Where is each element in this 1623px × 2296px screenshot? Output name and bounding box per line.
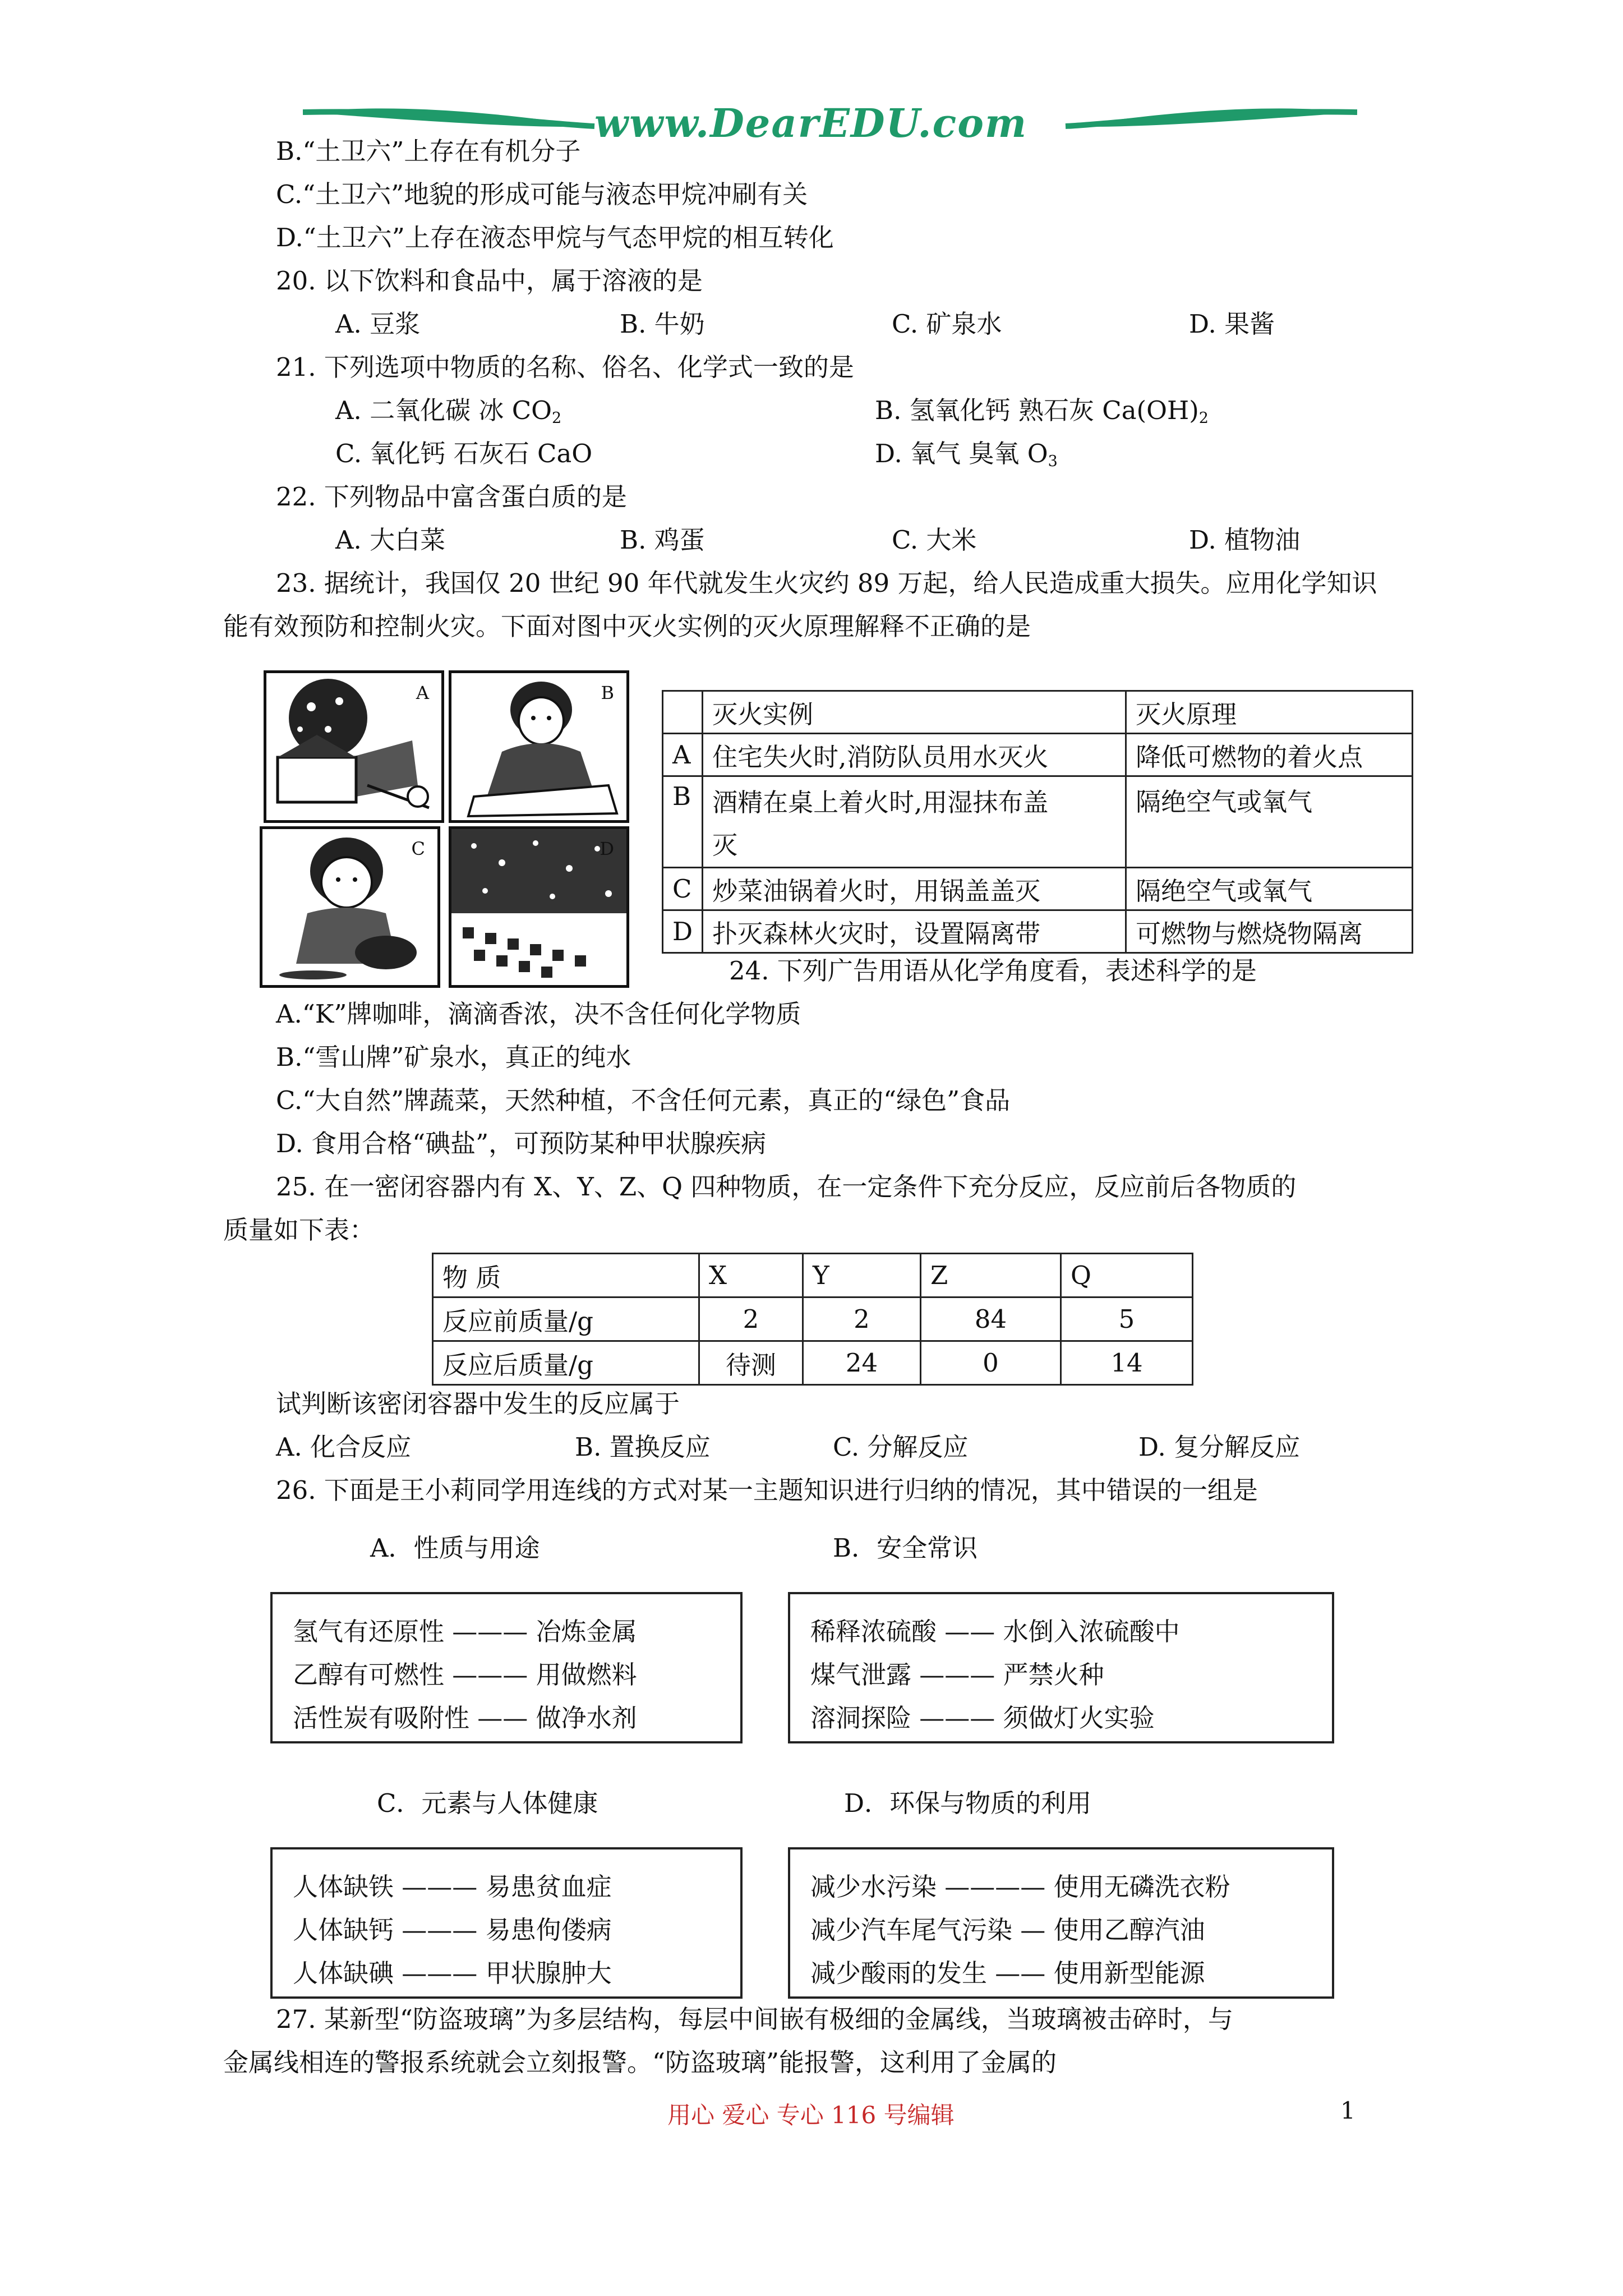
fire-picture-c	[260, 826, 440, 988]
q23-stem-line1: 23. 据统计，我国仅 20 世纪 90 年代就发生火灾约 89 万起，给人民造成重大损失。应用化学知识	[276, 568, 1377, 598]
row-example: 住宅失火时,消防队员用水灭火	[703, 734, 1126, 776]
group-c-line: 人体缺碘 ——— 甲状腺肿大	[293, 1958, 612, 1988]
q24-option-d: D. 食用合格“碘盐”，可预防某种甲状腺疾病	[276, 1129, 767, 1158]
row-example: 炒菜油锅着火时，用锅盖盖灭	[703, 868, 1126, 910]
group-b-line: 稀释浓硫酸 —— 水倒入浓硫酸中	[810, 1617, 1180, 1646]
q20-option-a: A. 豆浆	[335, 309, 421, 339]
q22-option-a: A. 大白菜	[335, 525, 446, 555]
q24-option-a: A.“K”牌咖啡，滴滴香浓，决不含任何化学物质	[276, 999, 801, 1029]
table-cell: 反应前质量/g	[433, 1297, 699, 1341]
table-row	[663, 734, 1413, 776]
table-row	[663, 868, 1413, 910]
q23-stem-line2: 能有效预防和控制火灾。下面对图中灭火实例的灭火原理解释不正确的是	[223, 611, 1031, 641]
group-a-line: 活性炭有吸附性 —— 做净水剂	[293, 1703, 637, 1733]
q25-option-d: D. 复分解反应	[1138, 1432, 1301, 1462]
q21-option-d: D. 氧气 臭氧 $O_3$	[875, 439, 1058, 470]
q19-option-d: D.“土卫六”上存在液态甲烷与气态甲烷的相互转化	[276, 223, 834, 252]
q24-option-b: B.“雪山牌”矿泉水，真正的纯水	[276, 1042, 631, 1072]
table-row	[663, 776, 1413, 868]
row-example: 扑灭森林火灾时，设置隔离带	[703, 910, 1126, 953]
group-d-box	[788, 1847, 1334, 1999]
group-b-line: 溶洞探险 ——— 须做灯火实验	[810, 1703, 1155, 1733]
group-a-title: A．性质与用途	[370, 1533, 540, 1563]
table-header-row	[663, 691, 1413, 734]
footer-editor-note: 用心 爱心 专心 116 号编辑	[667, 2101, 955, 2129]
table-cell: 2	[699, 1297, 803, 1341]
row-principle: 降低可燃物的着火点	[1126, 734, 1413, 776]
group-a-line: 乙醇有可燃性 ——— 用做燃料	[293, 1660, 637, 1690]
table-row	[433, 1297, 1193, 1341]
mass-table	[432, 1253, 1193, 1386]
picture-label-c: C	[411, 838, 425, 859]
row-example: 酒精在桌上着火时,用湿抹布盖 灭	[703, 776, 1126, 868]
group-c-line: 人体缺铁 ——— 易患贫血症	[293, 1872, 612, 1902]
group-c-title: C．元素与人体健康	[377, 1788, 598, 1818]
q25-ask: 试判断该密闭容器中发生的反应属于	[276, 1389, 680, 1419]
site-logo-text: www.DearEDU.com	[594, 100, 1028, 146]
group-a-box	[270, 1592, 743, 1743]
table-header-cell: X	[699, 1254, 803, 1297]
q25-option-a: A. 化合反应	[276, 1432, 412, 1462]
group-b-box	[788, 1592, 1334, 1743]
q20-option-d: D. 果酱	[1189, 309, 1275, 339]
table-row	[433, 1341, 1193, 1385]
q21-stem: 21. 下列选项中物质的名称、俗名、化学式一致的是	[276, 352, 854, 382]
q22-stem: 22. 下列物品中富含蛋白质的是	[276, 482, 627, 512]
table-header-cell: Q	[1061, 1254, 1193, 1297]
group-c-box	[270, 1847, 743, 1999]
q27-stem-line2: 金属线相连的警报系统就会立刻报警。“防盗玻璃”能报警，这利用了金属的	[223, 2047, 1057, 2077]
table-cell: 14	[1061, 1341, 1193, 1385]
table-header-cell: Y	[803, 1254, 921, 1297]
q22-option-d: D. 植物油	[1189, 525, 1301, 555]
group-b-line: 煤气泄露 ——— 严禁火种	[810, 1660, 1104, 1690]
q27-stem-line1: 27. 某新型“防盗玻璃”为多层结构，每层中间嵌有极细的金属线，当玻璃被击碎时，与	[276, 2004, 1233, 2034]
row-principle: 隔绝空气或氧气	[1126, 776, 1413, 868]
house-fire-illustration	[266, 673, 441, 820]
table-cell: 24	[803, 1341, 921, 1385]
q25-option-c: C. 分解反应	[833, 1432, 969, 1462]
q20-option-b: B. 牛奶	[620, 309, 705, 339]
table-cell: 反应后质量/g	[433, 1341, 699, 1385]
fire-picture-b	[449, 670, 629, 823]
row-key: D	[663, 910, 703, 953]
fire-picture-a	[264, 670, 444, 823]
q22-option-c: C. 大米	[892, 525, 977, 555]
group-b-title: B．安全常识	[833, 1533, 978, 1563]
group-d-line: 减少水污染 ———— 使用无磷洗衣粉	[810, 1872, 1230, 1902]
cloth-cover-illustration	[451, 673, 626, 820]
q25-stem-line2: 质量如下表：	[223, 1215, 375, 1245]
row-key: C	[663, 868, 703, 910]
table-header-row	[433, 1254, 1193, 1297]
q21-option-c: C. 氧化钙 石灰石 CaO	[335, 439, 593, 468]
table-header-cell	[663, 691, 703, 734]
table-cell: 5	[1061, 1297, 1193, 1341]
picture-label-b: B	[601, 682, 614, 703]
q22-option-b: B. 鸡蛋	[620, 525, 705, 555]
page-number: 1	[1340, 2097, 1355, 2124]
table-row	[663, 910, 1413, 953]
row-key: A	[663, 734, 703, 776]
row-principle: 隔绝空气或氧气	[1126, 868, 1413, 910]
table-cell: 2	[803, 1297, 921, 1341]
q19-option-b: B.“土卫六”上存在有机分子	[276, 136, 581, 166]
picture-label-d: D	[600, 838, 614, 859]
q25-option-b: B. 置换反应	[575, 1432, 711, 1462]
table-header-cell: 灭火实例	[703, 691, 1126, 734]
group-d-line: 减少汽车尾气污染 — 使用乙醇汽油	[810, 1915, 1205, 1945]
table-cell: 待测	[699, 1341, 803, 1385]
row-key: B	[663, 776, 703, 868]
table-header-cell: 物 质	[433, 1254, 699, 1297]
q19-option-c: C.“土卫六”地貌的形成可能与液态甲烷冲刷有关	[276, 180, 808, 209]
q26-stem: 26. 下面是王小莉同学用连线的方式对某一主题知识进行归纳的情况，其中错误的一组是	[276, 1475, 1258, 1505]
q24-option-c: C.“大自然”牌蔬菜，天然种植，不含任何元素，真正的“绿色”食品	[276, 1085, 1011, 1115]
q25-stem-line1: 25. 在一密闭容器内有 X、Y、Z、Q 四种物质，在一定条件下充分反应，反应前后各物质的	[276, 1172, 1297, 1202]
table-header-cell: 灭火原理	[1126, 691, 1413, 734]
q20-option-c: C. 矿泉水	[892, 309, 1002, 339]
table-cell: 84	[921, 1297, 1061, 1341]
q21-option-b: B. 氢氧化钙 熟石灰 $Ca(OH)_2$	[875, 395, 1209, 427]
group-d-title: D．环保与物质的利用	[844, 1788, 1092, 1818]
q20-stem: 20. 以下饮料和食品中，属于溶液的是	[276, 266, 703, 296]
q21-option-a: A. 二氧化碳 冰 $CO_2$	[335, 395, 562, 427]
row-principle: 可燃物与燃烧物隔离	[1126, 910, 1413, 953]
picture-label-a: A	[416, 682, 429, 703]
group-a-line: 氢气有还原性 ——— 冶炼金属	[293, 1617, 637, 1646]
fire-picture-d	[449, 826, 629, 988]
table-cell: 0	[921, 1341, 1061, 1385]
group-c-line: 人体缺钙 ——— 易患佝偻病	[293, 1915, 612, 1945]
fire-principle-table	[662, 690, 1413, 954]
group-d-line: 减少酸雨的发生 —— 使用新型能源	[810, 1958, 1205, 1988]
q24-stem: 24. 下列广告用语从化学角度看，表述科学的是	[729, 956, 1257, 986]
table-header-cell: Z	[921, 1254, 1061, 1297]
